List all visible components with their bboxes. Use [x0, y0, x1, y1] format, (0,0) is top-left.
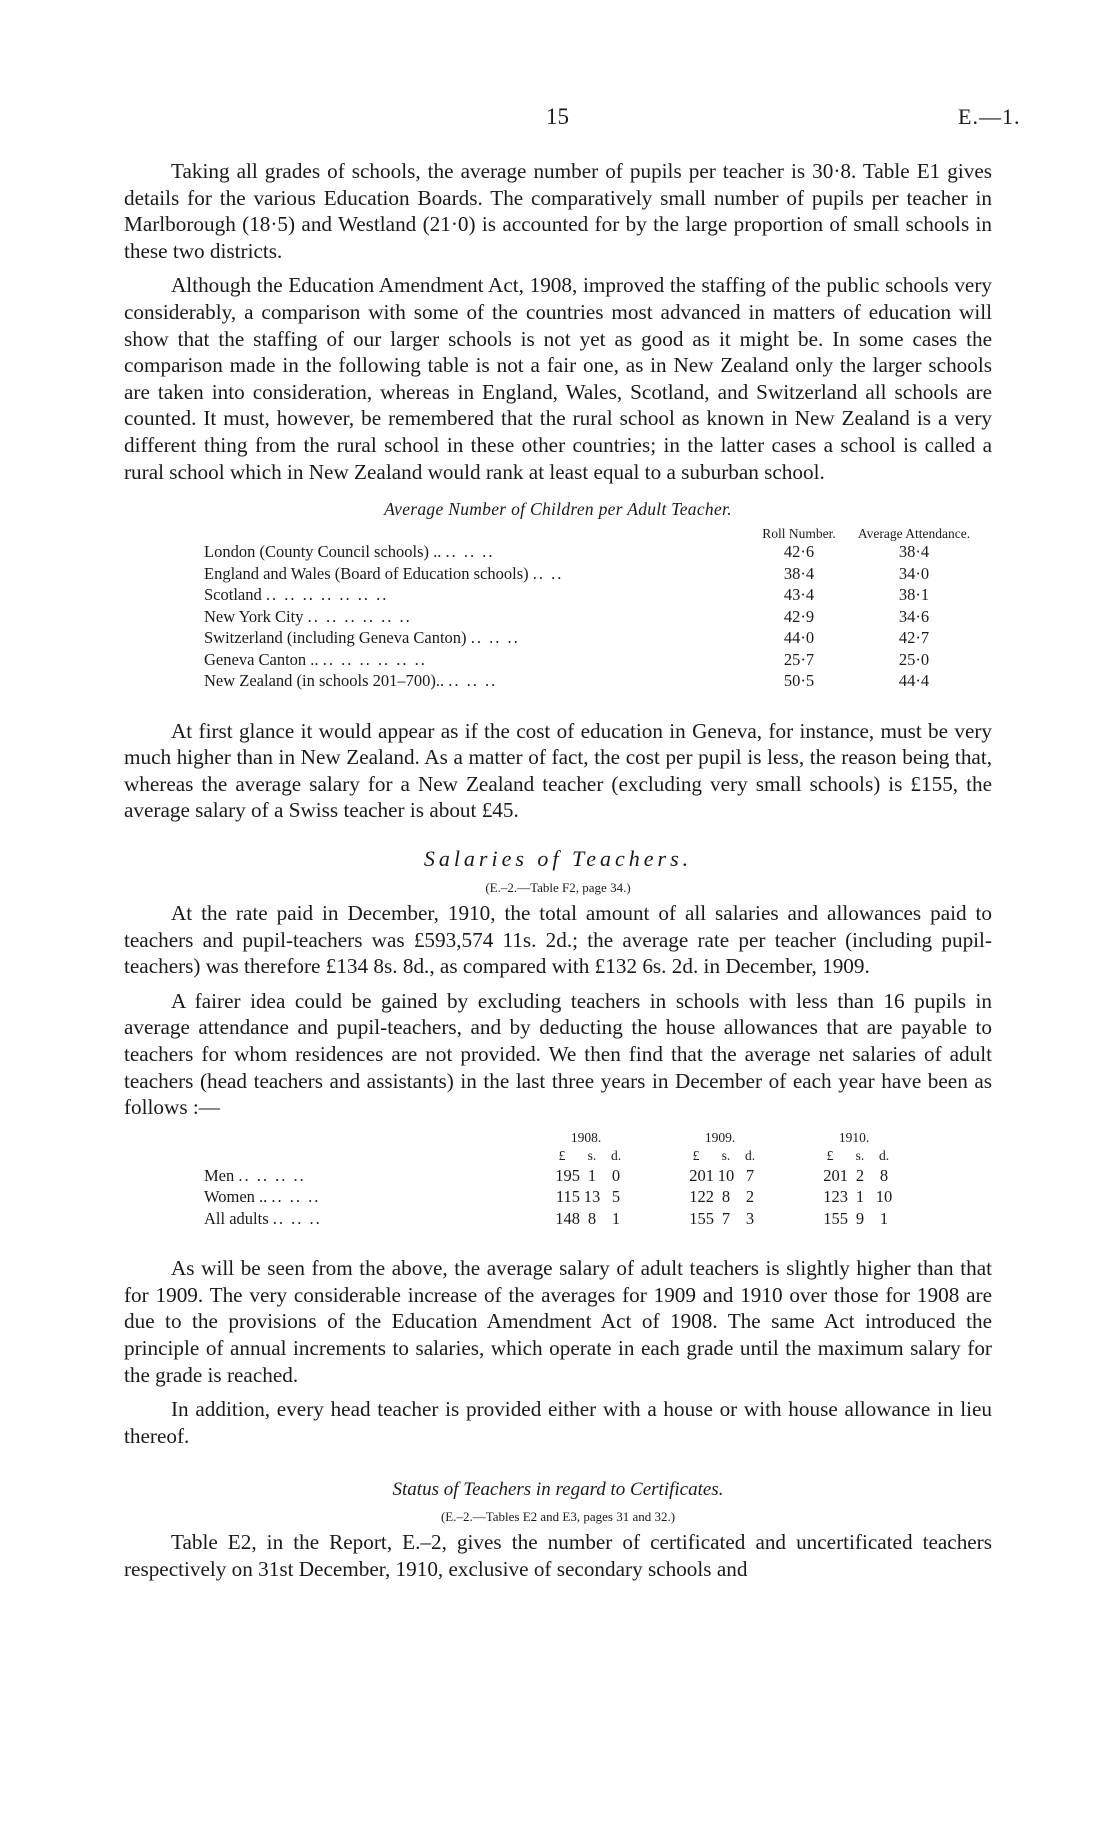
salary-shillings-cell: 10: [717, 1165, 735, 1185]
unit-shillings: s.: [721, 1147, 731, 1163]
row-label-text: England and Wales (Board of Education schools): [204, 563, 529, 583]
leader-dots: .. .. .. ..: [238, 1165, 306, 1185]
page-header: [0, 104, 1114, 138]
salary-shillings-cell: 13: [583, 1187, 601, 1207]
table-year-row: [204, 1129, 896, 1147]
roll-number-cell: 50·5: [783, 671, 815, 691]
row-label: [204, 649, 744, 671]
unit-pence: d.: [610, 1147, 622, 1163]
salary-pence-cell: 10: [875, 1187, 893, 1207]
table-body: [204, 541, 974, 692]
table-header-row: [204, 526, 974, 541]
unit-pence: d.: [878, 1147, 890, 1163]
salary-shillings-cell: 9: [855, 1208, 865, 1228]
table-row: [204, 670, 974, 692]
salary-shillings-cell: 1: [587, 1165, 597, 1185]
row-label: [204, 584, 744, 606]
salary-shillings-cell: 7: [721, 1208, 731, 1228]
unit-pounds: £: [558, 1147, 566, 1163]
average-attendance-cell: 38·4: [898, 542, 930, 562]
children-per-teacher-table: [204, 526, 974, 692]
certificates-reference: (E.–2.—Tables E2 and E3, pages 31 and 32.): [440, 1509, 676, 1525]
net-salaries-table: [204, 1129, 896, 1230]
row-label-text: London (County Council schools) ..: [204, 542, 442, 562]
row-label-text: Geneva Canton ..: [204, 649, 319, 669]
roll-number-cell: 25·7: [783, 649, 815, 669]
row-label: [204, 606, 744, 628]
paragraph-pupils-per-teacher: Taking all grades of schools, the average number of pupils per teacher is 30·8. Table E1 gives details for the various Education Boards. The comparatively small number of pupils per teacher in Marlborough (18·5) and Westland (21·0) is accounted for by the large proportion of small schools in these two districts.: [124, 159, 992, 263]
salary-pence-cell: 7: [745, 1165, 755, 1185]
row-label-text: All adults: [204, 1208, 269, 1228]
header-blank: [204, 526, 744, 541]
average-attendance-cell: 34·0: [898, 563, 930, 583]
row-label-text: New Zealand (in schools 201–700)..: [204, 671, 445, 691]
paragraph-staffing-comparison: Although the Education Amendment Act, 1908, improved the staffing of the public schools very considerably, a comparison with some of the countries most advanced in matters of education will show that the staffing of our larger schools is not yet as good as it might be. In some cases the comparison made in the following table is not a fair one, as in New Zealand only the larger schools are taken into consideration, whereas in England, Wales, Scotland, and Switzerland all schools are counted. It must, however, be remembered that the rural school as known in New Zealand is a very different thing from the rural school in these other countries; in the latter cases a school is called a rural school which in New Zealand would rank at least equal to a suburban school.: [124, 273, 992, 484]
row-label-text: New York City: [204, 606, 304, 626]
salary-pence-cell: 1: [611, 1208, 621, 1228]
roll-number-cell: 42·6: [783, 542, 815, 562]
salary-shillings-cell: 2: [855, 1165, 865, 1185]
row-label-text: Women ..: [204, 1187, 268, 1207]
row-label: [204, 627, 744, 649]
leader-dots: .. .. ..: [272, 1208, 322, 1228]
unit-pence: d.: [744, 1147, 756, 1163]
salary-pounds-cell: 201: [823, 1165, 848, 1185]
salary-pence-cell: 3: [745, 1208, 755, 1228]
leader-dots: .. .. .. .. .. ..: [307, 606, 412, 626]
leader-dots: .. .. ..: [448, 671, 498, 691]
salary-pounds-cell: 155: [689, 1208, 714, 1228]
salary-pence-cell: 0: [611, 1165, 621, 1185]
leader-dots: .. .. .. .. .. .. ..: [265, 585, 389, 605]
salary-shillings-cell: 8: [587, 1208, 597, 1228]
salary-pounds-cell: 201: [689, 1165, 714, 1185]
average-attendance-cell: 34·6: [898, 606, 930, 626]
average-attendance-cell: 44·4: [898, 671, 930, 691]
salary-pence-cell: 1: [879, 1208, 889, 1228]
table-row: [204, 584, 974, 606]
table-caption-children-per-teacher: Average Number of Children per Adult Teacher.: [384, 499, 732, 520]
leader-dots: .. .. ..: [445, 542, 495, 562]
row-label: [204, 1186, 544, 1208]
roll-number-cell: 43·4: [783, 585, 815, 605]
salary-shillings-cell: 8: [721, 1187, 731, 1207]
row-label-text: Switzerland (including Geneva Canton): [204, 628, 467, 648]
page-number: 15: [546, 104, 569, 129]
table-row: [204, 649, 974, 671]
paragraph-salary-increase: As will be seen from the above, the average salary of adult teachers is slightly higher than that for 1909. The very considerable increase of the averages for 1909 and 1910 over those for 1908 are due to the provisions of the Education Amendment Act of 1908. The same Act introduced the principle of annual increments to salaries, which operate in each grade until the maximum salary for the grade is reached.: [124, 1256, 992, 1387]
unit-shillings: s.: [587, 1147, 597, 1163]
header-average-attendance: Average Attendance.: [857, 526, 971, 542]
salary-shillings-cell: 1: [855, 1187, 865, 1207]
table-row: [204, 563, 974, 585]
section-heading-certificates: Status of Teachers in regard to Certificates.: [392, 1479, 724, 1501]
leader-dots: .. .. ..: [271, 1187, 321, 1207]
header-blank: [204, 1129, 544, 1147]
table-row: [204, 1208, 896, 1230]
header-year-1910: 1910.: [838, 1129, 870, 1145]
row-label: [204, 670, 744, 692]
roll-number-cell: 38·4: [783, 563, 815, 583]
average-attendance-cell: 25·0: [898, 649, 930, 669]
table-row: [204, 541, 974, 563]
row-label-text: Scotland: [204, 585, 262, 605]
salary-pence-cell: 2: [745, 1187, 755, 1207]
salary-pounds-cell: 155: [823, 1208, 848, 1228]
header-year-1908: 1908.: [570, 1129, 602, 1145]
leader-dots: .. ..: [532, 563, 564, 583]
average-attendance-cell: 42·7: [898, 628, 930, 648]
leader-dots: .. .. ..: [470, 628, 520, 648]
paragraph-net-salaries: A fairer idea could be gained by excluding teachers in schools with less than 16 pupils in average attendance and pupil-teachers, and by deducting the house allowances that are payable to teachers for whom residences are not provided. We then find that the average net salaries of adult teachers (head teachers and assistants) in the last three years in December of each year have been as follows :—: [124, 988, 992, 1120]
salary-pence-cell: 5: [611, 1187, 621, 1207]
paragraph-house-allowance: In addition, every head teacher is provided either with a house or with house allowance in lieu thereof.: [124, 1397, 992, 1448]
salary-pounds-cell: 122: [689, 1187, 714, 1207]
row-label: [204, 541, 744, 563]
roll-number-cell: 44·0: [783, 628, 815, 648]
table-units-row: [204, 1147, 896, 1165]
unit-pounds: £: [692, 1147, 700, 1163]
table-body: [204, 1165, 896, 1230]
paragraph-table-e2: Table E2, in the Report, E.–2, gives the number of certificated and uncertificated teachers respectively on 31st December, 1910, exclusive of secondary schools and: [124, 1530, 992, 1581]
salary-pounds-cell: 123: [823, 1187, 848, 1207]
roll-number-cell: 42·9: [783, 606, 815, 626]
row-label: [204, 1165, 544, 1187]
row-label-text: Men: [204, 1165, 235, 1185]
table-row: [204, 606, 974, 628]
table-row: [204, 627, 974, 649]
paragraph-total-salaries: At the rate paid in December, 1910, the total amount of all salaries and allowances paid to teachers and pupil-teachers was £593,574 11s. 2d.; the average rate per teacher (including pupil-teachers) was therefore £134 8s. 8d., as compared with £132 6s. 2d. in December, 1909.: [124, 901, 992, 979]
row-label: [204, 563, 744, 585]
salaries-reference: (E.–2.—Table F2, page 34.): [485, 880, 631, 895]
leader-dots: .. .. .. .. .. ..: [322, 649, 427, 669]
table-row: [204, 1165, 896, 1187]
salary-pounds-cell: 195: [555, 1165, 580, 1185]
section-heading-salaries: Salaries of Teachers.: [423, 846, 693, 871]
unit-pounds: £: [826, 1147, 834, 1163]
page-content: [124, 158, 992, 1591]
average-attendance-cell: 38·1: [898, 585, 930, 605]
document-reference: E.—1.: [958, 104, 1021, 129]
salary-pounds-cell: 148: [555, 1208, 580, 1228]
header-roll-number: Roll Number.: [762, 526, 836, 542]
paragraph-geneva-cost: At first glance it would appear as if the cost of education in Geneva, for instance, must be very much higher than in New Zealand. As a matter of fact, the cost per pupil is less, the reason being that, whereas the average salary for a New Zealand teacher (excluding very small schools) is £155, the average salary of a Swiss teacher is about £45.: [124, 718, 992, 823]
unit-shillings: s.: [855, 1147, 865, 1163]
salary-pounds-cell: 115: [555, 1187, 580, 1207]
table-row: [204, 1186, 896, 1208]
row-label: [204, 1208, 544, 1230]
header-year-1909: 1909.: [704, 1129, 736, 1145]
salary-pence-cell: 8: [879, 1165, 889, 1185]
